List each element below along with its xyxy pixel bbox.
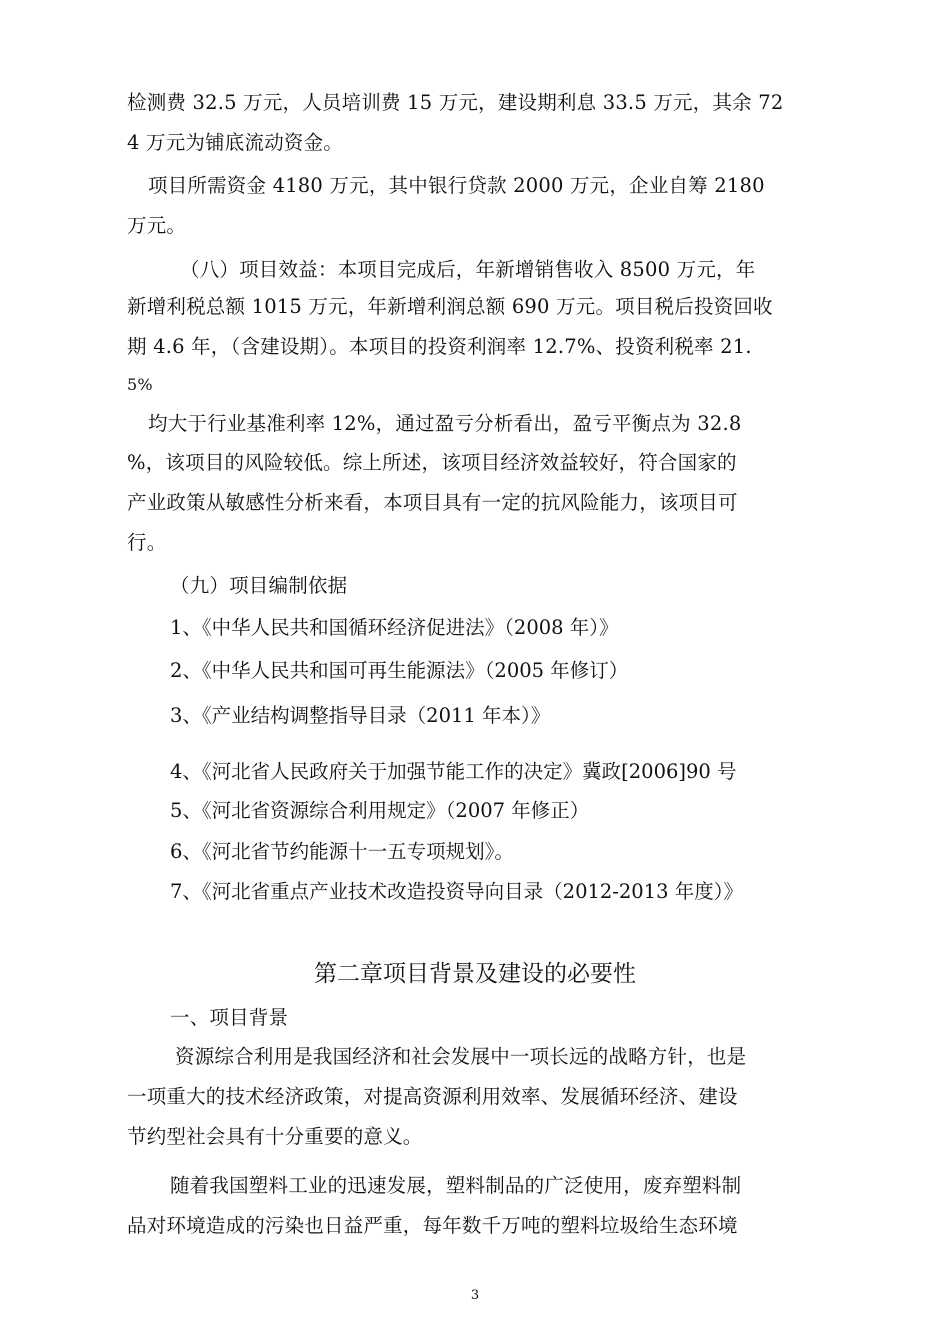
- chapter-title: 第二章项目背景及建设的必要性: [314, 961, 636, 987]
- paragraph-line: 检测费 32.5 万元，人员培训费 15 万元，建设期利息 33.5 万元，其余 72: [127, 91, 784, 114]
- list-item: 7、《河北省重点产业技术改造投资导向目录（2012-2013 年度）》: [170, 880, 743, 903]
- paragraph-line: 万元。: [127, 214, 187, 237]
- paragraph-line: 一项重大的技术经济政策，对提高资源利用效率、发展循环经济、建设: [127, 1085, 738, 1108]
- section-heading: （九）项目编制依据: [170, 574, 348, 597]
- paragraph-line: 均大于行业基准利率 12%，通过盈亏分析看出，盈亏平衡点为 32.8: [148, 412, 742, 435]
- paragraph-line: 项目所需资金 4180 万元，其中银行贷款 2000 万元，企业自筹 2180: [148, 174, 765, 197]
- list-item: 1、《中华人民共和国循环经济促进法》（2008 年）》: [170, 616, 619, 639]
- section-heading: 一、项目背景: [170, 1006, 289, 1029]
- list-item: 4、《河北省人民政府关于加强节能工作的决定》冀政[2006]90 号: [170, 760, 737, 783]
- paragraph-line: 期 4.6 年，（含建设期）。本项目的投资利润率 12.7%、投资利税率 21.: [127, 335, 752, 358]
- list-item: 2、《中华人民共和国可再生能源法》（2005 年修订）: [170, 659, 629, 682]
- list-item: 5、《河北省资源综合利用规定》（2007 年修正）: [170, 799, 590, 822]
- paragraph-line: 行。: [127, 531, 167, 554]
- paragraph-line: 4 万元为铺底流动资金。: [127, 131, 344, 154]
- paragraph-line: （八）项目效益：本项目完成后，年新增销售收入 8500 万元，年: [180, 258, 756, 281]
- paragraph-line: 新增利税总额 1015 万元，年新增利润总额 690 万元。项目税后投资回收: [127, 295, 773, 318]
- page-number: 3: [470, 1288, 480, 1303]
- paragraph-line: 5%: [127, 375, 153, 394]
- paragraph-line: 产业政策从敏感性分析来看，本项目具有一定的抗风险能力，该项目可: [127, 491, 738, 514]
- paragraph-line: 随着我国塑料工业的迅速发展，塑料制品的广泛使用，废弃塑料制: [170, 1174, 742, 1197]
- paragraph-line: 资源综合利用是我国经济和社会发展中一项长远的战略方针，也是: [175, 1045, 747, 1068]
- paragraph-line: 品对环境造成的污染也日益严重，每年数千万吨的塑料垃圾给生态环境: [127, 1214, 738, 1237]
- paragraph-line: 节约型社会具有十分重要的意义。: [127, 1125, 423, 1148]
- list-item: 3、《产业结构调整指导目录（2011 年本）》: [170, 704, 551, 727]
- list-item: 6、《河北省节约能源十一五专项规划》。: [170, 840, 514, 863]
- paragraph-line: %，该项目的风险较低。综上所述，该项目经济效益较好，符合国家的: [127, 451, 737, 474]
